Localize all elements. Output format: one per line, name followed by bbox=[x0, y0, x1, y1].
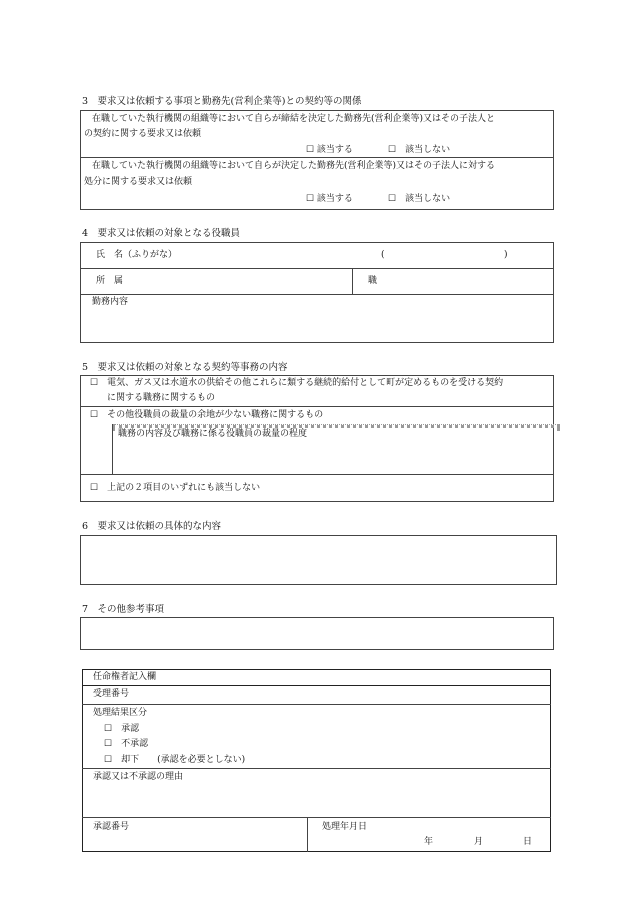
name-paren-close: ) bbox=[504, 250, 508, 260]
section5-row-divider-2 bbox=[80, 474, 554, 475]
section5-option3[interactable]: ☐ 上記の２項目のいずれにも該当しない bbox=[90, 483, 261, 493]
section3-row2-text-line2: 処分に関する要求又は依頼 bbox=[84, 177, 193, 187]
section3-row2-no-checkbox[interactable]: ☐ 該当しない bbox=[388, 194, 451, 204]
receipt-number-label: 受理番号 bbox=[93, 689, 130, 699]
approve-checkbox[interactable]: ☐ 承認 bbox=[104, 724, 140, 734]
section7-title: 7 その他参考事項 bbox=[82, 604, 165, 615]
appointer-bottom-col-divider bbox=[307, 817, 308, 852]
section3-row2-text-line1: 在職していた執行機関の組織等において自らが決定した勤務先(営利企業等)又はその子法人に対する bbox=[92, 161, 496, 171]
section5-option2-detail-label: 職務の内容及び職務に係る役職員の裁量の程度 bbox=[118, 429, 308, 439]
section3-title: 3 要求又は依頼する事項と勤務先(営利企業等)との契約等の関係 bbox=[82, 96, 362, 107]
disapprove-checkbox[interactable]: ☐ 不承認 bbox=[104, 739, 149, 749]
name-label: 氏 名（ふりがな） bbox=[96, 250, 178, 260]
position-label: 職 bbox=[368, 276, 378, 286]
section5-option1-line2: に関する職務に関するもの bbox=[107, 393, 216, 403]
section5-detail-left-line bbox=[112, 424, 113, 474]
section3-row1-no-checkbox[interactable]: ☐ 該当しない bbox=[388, 145, 451, 155]
appointer-result-divider bbox=[82, 768, 551, 769]
section3-row2-yes-checkbox[interactable]: ☐ 該当する bbox=[306, 194, 353, 204]
section5-detail-top-line bbox=[112, 424, 560, 428]
section4-row-divider-2 bbox=[80, 294, 554, 295]
section5-title: 5 要求又は依頼の対象となる契約等事務の内容 bbox=[82, 362, 288, 373]
section7-content-box[interactable] bbox=[80, 617, 554, 650]
date-day: 日 bbox=[523, 837, 533, 847]
approval-number-label: 承認番号 bbox=[93, 822, 130, 832]
date-month: 月 bbox=[474, 837, 484, 847]
appointer-reason-divider bbox=[82, 817, 551, 818]
section4-row-divider-1 bbox=[80, 268, 554, 269]
name-paren-open: ( bbox=[381, 250, 385, 260]
section6-title: 6 要求又は依頼の具体的な内容 bbox=[82, 521, 222, 532]
section3-row1-text-line2: の契約に関する要求又は依頼 bbox=[84, 129, 202, 139]
section5-row-divider-1 bbox=[80, 406, 554, 407]
section3-row-divider bbox=[80, 157, 554, 158]
section6-content-box[interactable] bbox=[80, 535, 557, 585]
section5-option2[interactable]: ☐ その他役職員の裁量の余地が少ない職務に関するもの bbox=[90, 410, 324, 420]
dismiss-checkbox[interactable]: ☐ 却下 (承認を必要としない) bbox=[104, 755, 246, 765]
affiliation-label: 所 属 bbox=[96, 276, 124, 286]
section4-col-divider bbox=[352, 268, 353, 294]
appointer-header-divider bbox=[82, 685, 551, 686]
section4-title: 4 要求又は依頼の対象となる役職員 bbox=[82, 228, 241, 239]
section3-row1-text-line1: 在職していた執行機関の組織等において自らが締結を決定した勤務先(営利企業等)又はその子法人と bbox=[92, 114, 496, 124]
section5-option1-line1[interactable]: ☐ 電気、ガス又は水道水の供給その他これらに類する継続的給付として町が定めるものを受ける契約 bbox=[90, 378, 504, 388]
appointer-header: 任命権者記入欄 bbox=[93, 672, 157, 682]
date-year: 年 bbox=[424, 837, 434, 847]
duties-label: 勤務内容 bbox=[92, 297, 129, 307]
appointer-receipt-divider bbox=[82, 704, 551, 705]
reason-label: 承認又は不承認の理由 bbox=[93, 772, 184, 782]
result-category-label: 処理結果区分 bbox=[93, 708, 148, 718]
section3-row1-yes-checkbox[interactable]: ☐ 該当する bbox=[306, 145, 353, 155]
processed-date-label: 処理年月日 bbox=[322, 822, 368, 832]
